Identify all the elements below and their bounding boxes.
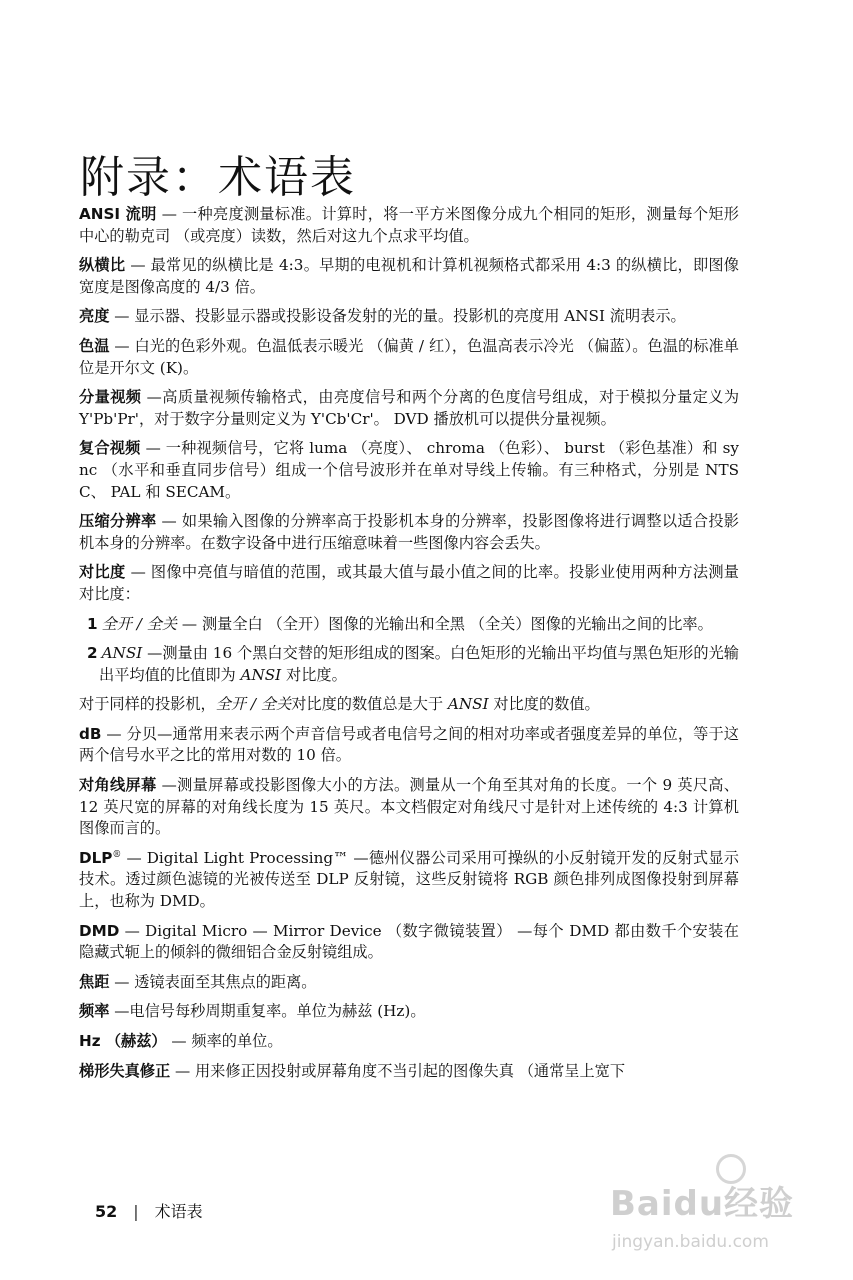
glossary-entry-composite-video bbox=[79, 438, 739, 503]
entry-definition: —高质量视频传输格式，由亮度信号和两个分离的色度信号组成，对于模拟分量定义为 Y'Pb'Pr'，对于数字分量则定义为 Y'Cb'Cr'。 DVD 播放机可以提供分量视频。 bbox=[79, 388, 740, 428]
method-term: ANSI bbox=[101, 644, 143, 663]
list-number: 1 bbox=[87, 614, 98, 633]
entry-term: DLP bbox=[79, 848, 113, 867]
glossary-entry-hz bbox=[79, 1031, 739, 1053]
baidu-watermark bbox=[606, 1146, 838, 1266]
glossary-entry-aspect-ratio bbox=[79, 255, 739, 298]
note-term: ANSI bbox=[447, 695, 489, 714]
glossary-entry-color-temperature bbox=[79, 336, 739, 379]
entry-definition: — Digital Light Processing™ —德州仪器公司采用可操纵的小反射镜开发的反射式显示技术。透过颜色滤镜的光被传送至 DLP 反射镜，这些反射镜将 RGB 颜色排列成图像投射到屏幕上，也称为 DMD。 bbox=[79, 848, 739, 911]
glossary-entry-diagonal-screen bbox=[79, 775, 739, 840]
glossary-entry-contrast-ratio bbox=[79, 562, 739, 605]
contrast-method-full-on-off bbox=[79, 614, 739, 636]
glossary-entry-focal-length bbox=[79, 972, 739, 994]
entry-term: 纵横比 bbox=[79, 256, 126, 275]
entry-term: 梯形失真修正 bbox=[79, 1061, 171, 1080]
glossary-entry-compressed-resolution bbox=[79, 511, 739, 554]
glossary-entry-ansi-lumens bbox=[79, 204, 739, 247]
note-text: 对比度的数值。 bbox=[488, 695, 600, 714]
method-term: 全开 / 全关 bbox=[101, 614, 178, 633]
entry-term: 焦距 bbox=[79, 972, 110, 991]
entry-term: dB bbox=[79, 724, 102, 743]
entry-term: DMD bbox=[79, 921, 120, 940]
entry-definition: — 一种视频信号，它将 luma （亮度）、 chroma （色彩）、 burst （彩色基准）和 sync （水平和垂直同步信号）组成一个信号波形并在单对导线上传输。有三种格式，分别是 NTSC、 PAL 和 SECAM。 bbox=[79, 439, 740, 501]
entry-definition: — 图像中亮值与暗值的范围，或其最大值与最小值之间的比率。投影业使用两种方法测量对比度： bbox=[79, 563, 739, 603]
entry-term: 对比度 bbox=[79, 563, 126, 582]
entry-term: 频率 bbox=[79, 1002, 110, 1021]
entry-definition: — 频率的单位。 bbox=[166, 1032, 283, 1050]
list-number: 2 bbox=[87, 644, 98, 663]
note-text: 对于同样的投影机， bbox=[79, 695, 216, 714]
method-definition: —测量由 16 个黑白交替的矩形组成的图案。白色矩形的光输出平均值与黑色矩形的光输出平均值的比值即为 bbox=[99, 644, 739, 684]
glossary-entry-dlp bbox=[79, 848, 739, 913]
glossary-entry-brightness bbox=[79, 306, 739, 328]
glossary-entry-keystone-correction bbox=[79, 1061, 739, 1083]
watermark-url: jingyan.baidu.com bbox=[612, 1232, 769, 1252]
entry-term: 色温 bbox=[79, 336, 110, 355]
watermark-logo: Baidu经验 bbox=[610, 1184, 795, 1224]
entry-definition: — 显示器、投影显示器或投影设备发射的光的量。投影机的亮度用 ANSI 流明表示。 bbox=[109, 307, 686, 326]
method-definition-end: 对比度。 bbox=[281, 665, 347, 684]
entry-term: 分量视频 bbox=[79, 388, 142, 407]
glossary-content bbox=[79, 204, 739, 1090]
entry-term: Hz （赫兹） bbox=[79, 1032, 167, 1050]
entry-term: 压缩分辨率 bbox=[79, 512, 157, 531]
note-text: 对比度的数值总是大于 bbox=[291, 695, 448, 714]
entry-definition: — 用来修正因投射或屏幕角度不当引起的图像失真 （通常呈上宽下 bbox=[170, 1061, 626, 1080]
page-footer bbox=[95, 1199, 203, 1222]
entry-definition: — 一种亮度测量标准。计算时，将一平方米图像分成九个相同的矩形，测量每个矩形中心的勒克司 （或亮度）读数，然后对这九个点求平均值。 bbox=[79, 205, 739, 245]
entry-definition: —电信号每秒周期重复率。单位为赫兹 (Hz)。 bbox=[109, 1002, 426, 1021]
footer-separator: | bbox=[133, 1202, 139, 1221]
entry-definition: —测量屏幕或投影图像大小的方法。测量从一个角至其对角的长度。一个 9 英尺高、 12 英尺宽的屏幕的对角线长度为 15 英尺。本文档假定对角线尺寸是针对上述传统的 4:3 计算机图像而言的。 bbox=[79, 776, 739, 838]
method-definition: — 测量全白 （全开）图像的光输出和全黑 （全关）图像的光输出之间的比率。 bbox=[177, 614, 713, 633]
glossary-entry-component-video bbox=[79, 387, 739, 430]
contrast-note bbox=[79, 694, 739, 716]
entry-term: 亮度 bbox=[79, 307, 110, 326]
glossary-entry-dmd bbox=[79, 921, 739, 964]
entry-definition: — 白光的色彩外观。色温低表示暖光 （偏黄 / 红），色温高表示冷光 （偏蓝）。色温的标准单位是开尔文 (K)。 bbox=[79, 336, 739, 377]
entry-definition: — 透镜表面至其焦点的距离。 bbox=[109, 972, 317, 991]
entry-term: 复合视频 bbox=[79, 439, 141, 458]
method-term-inline: ANSI bbox=[240, 665, 282, 684]
note-term: 全开 / 全关 bbox=[215, 695, 292, 714]
footer-section-label: 术语表 bbox=[154, 1202, 203, 1221]
entry-definition: — 分贝—通常用来表示两个声音信号或者电信号之间的相对功率或者强度差异的单位，等于这两个信号水平之比的常用对数的 10 倍。 bbox=[79, 724, 739, 765]
glossary-entry-db bbox=[79, 724, 739, 767]
glossary-entry-frequency bbox=[79, 1001, 739, 1023]
page-number: 52 bbox=[95, 1202, 118, 1221]
entry-definition: — Digital Micro — Mirror Device （数字微镜装置） —每个 DMD 都由数千个安装在隐藏式轭上的倾斜的微细铝合金反射镜组成。 bbox=[79, 921, 739, 962]
page-title: 附录：术语表 bbox=[80, 152, 356, 203]
entry-term: ANSI 流明 bbox=[79, 205, 157, 223]
entry-definition: — 最常见的纵横比是 4:3。早期的电视机和计算机视频格式都采用 4:3 的纵横比，即图像宽度是图像高度的 4/3 倍。 bbox=[79, 256, 739, 296]
registered-mark: ® bbox=[112, 849, 122, 860]
entry-term: 对角线屏幕 bbox=[79, 776, 157, 795]
entry-definition: — 如果输入图像的分辨率高于投影机本身的分辨率，投影图像将进行调整以适合投影机本身的分辨率。在数字设备中进行压缩意味着一些图像内容会丢失。 bbox=[79, 512, 739, 552]
contrast-method-ansi bbox=[79, 643, 739, 686]
